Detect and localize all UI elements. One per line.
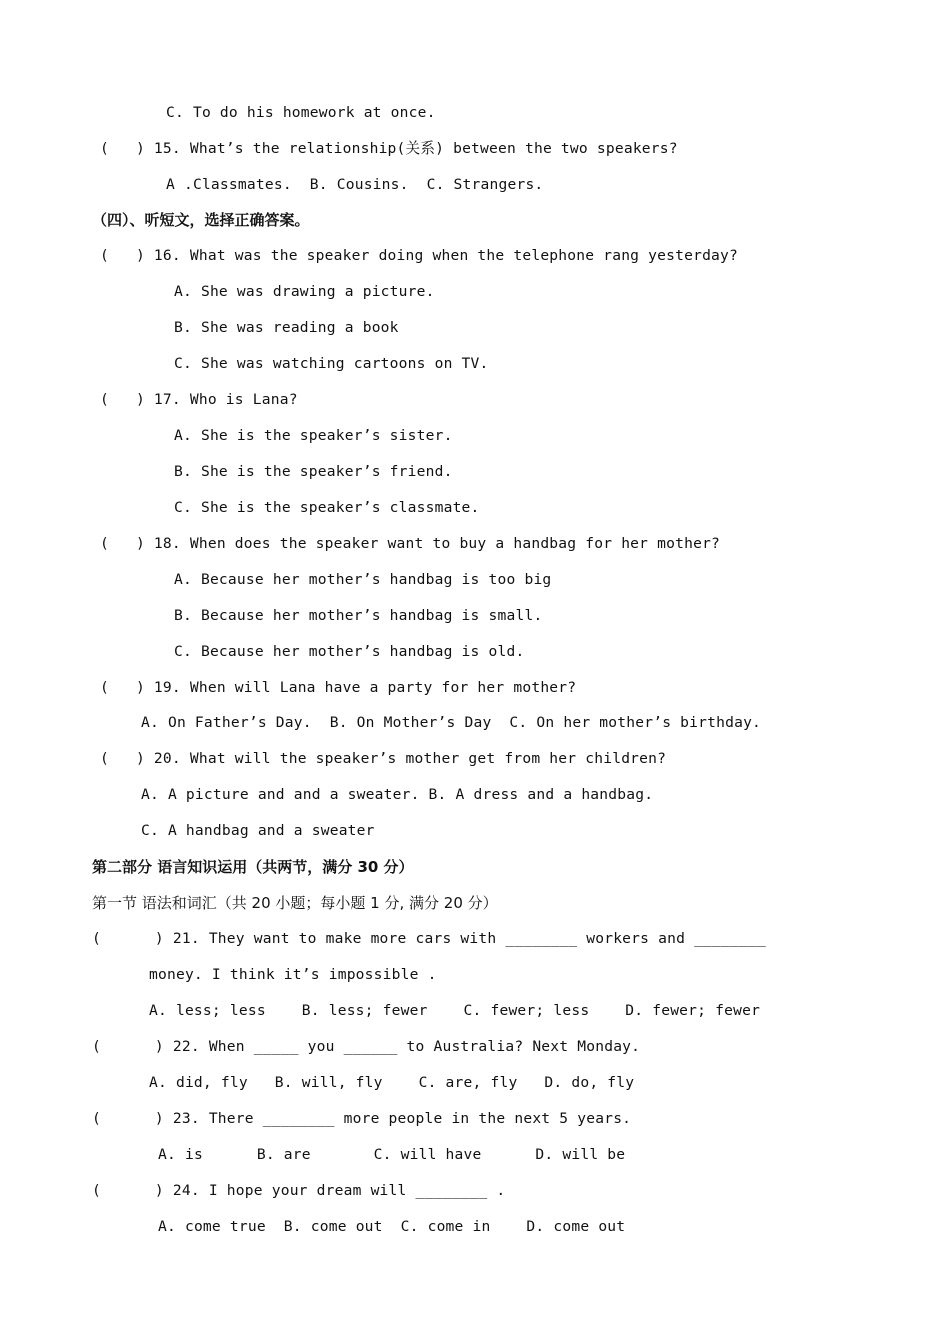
- question-22: ( ) 22. When _____ you ______ to Australia? Next Monday.: [92, 1038, 641, 1055]
- q14-option-c: C. To do his homework at once.: [166, 104, 436, 121]
- q17-option-a: A. She is the speaker’s sister.: [174, 427, 453, 444]
- q18-option-c: C. Because her mother’s handbag is old.: [174, 643, 525, 660]
- question-16: ( ) 16. What was the speaker doing when the telephone rang yesterday?: [100, 247, 739, 264]
- question-21: ( ) 21. They want to make more cars with ________ workers and ________: [92, 930, 766, 947]
- q17-option-b: B. She is the speaker’s friend.: [174, 463, 453, 480]
- q20-option-c: C. A handbag and a sweater: [141, 822, 375, 839]
- q17-option-c: C. She is the speaker’s classmate.: [174, 499, 480, 516]
- question-15: ( ) 15. What’s the relationship(关系) between the two speakers?: [100, 140, 678, 157]
- question-21-cont: money. I think it’s impossible .: [149, 966, 437, 983]
- q24-options: A. come true B. come out C. come in D. come out: [158, 1218, 626, 1235]
- q15-options: A .Classmates. B. Cousins. C. Strangers.: [166, 176, 544, 193]
- q23-options: A. is B. are C. will have D. will be: [158, 1146, 626, 1163]
- q21-options: A. less; less B. less; fewer C. fewer; less D. fewer; fewer: [149, 1002, 761, 1019]
- question-20: ( ) 20. What will the speaker’s mother get from her children?: [100, 750, 667, 767]
- question-17: ( ) 17. Who is Lana?: [100, 391, 298, 408]
- q20-options-ab: A. A picture and and a sweater. B. A dress and a handbag.: [141, 786, 654, 803]
- question-19: ( ) 19. When will Lana have a party for her mother?: [100, 679, 577, 696]
- q18-option-a: A. Because her mother’s handbag is too big: [174, 571, 552, 588]
- q19-options: A. On Father’s Day. B. On Mother’s Day C. On her mother’s birthday.: [141, 714, 762, 731]
- question-18: ( ) 18. When does the speaker want to buy a handbag for her mother?: [100, 535, 721, 552]
- q22-options: A. did, fly B. will, fly C. are, fly D. do, fly: [149, 1074, 635, 1091]
- question-24: ( ) 24. I hope your dream will ________ .: [92, 1182, 506, 1199]
- section-1-heading: 第一节 语法和词汇（共 20 小题；每小题 1 分, 满分 20 分）: [92, 894, 498, 912]
- q16-option-b: B. She was reading a book: [174, 319, 399, 336]
- part-2-heading: 第二部分 语言知识运用（共两节，满分 30 分）: [92, 858, 414, 876]
- question-23: ( ) 23. There ________ more people in the next 5 years.: [92, 1110, 632, 1127]
- section-4-heading: （四）、听短文，选择正确答案。: [92, 211, 310, 229]
- q16-option-c: C. She was watching cartoons on TV.: [174, 355, 489, 372]
- q18-option-b: B. Because her mother’s handbag is small.: [174, 607, 543, 624]
- q16-option-a: A. She was drawing a picture.: [174, 283, 435, 300]
